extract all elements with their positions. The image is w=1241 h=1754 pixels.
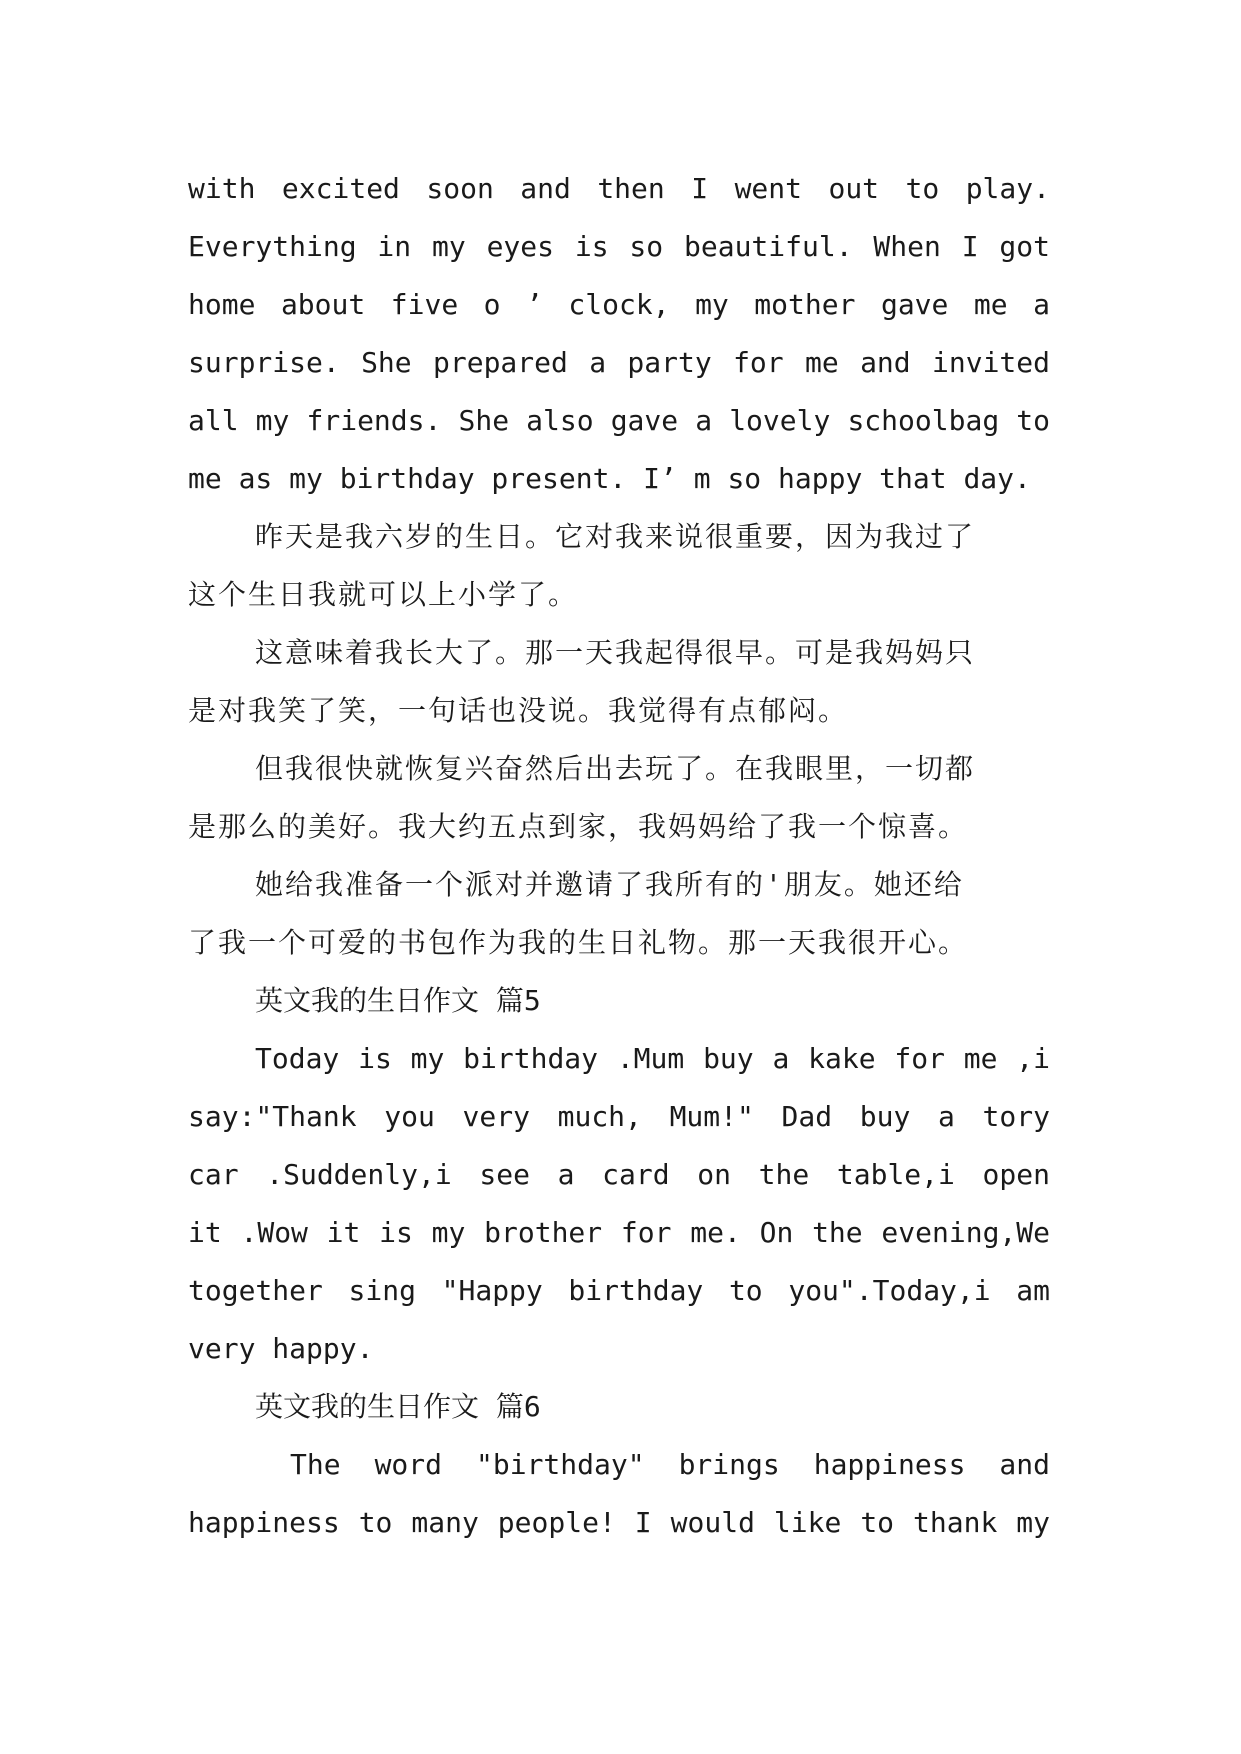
chinese-text-line: 是对我笑了笑，一句话也没说。我觉得有点郁闷。 [188, 694, 849, 727]
text-line: car .Suddenly,i see a card on the table,i open [188, 1158, 1050, 1191]
section-heading: 英文我的生日作文 篇5 [255, 984, 541, 1017]
text-line: with excited soon and then I went out to play. [188, 172, 1050, 205]
chinese-text-line: 这意味着我长大了。那一天我起得很早。可是我妈妈只 [255, 636, 976, 669]
text-line: happiness to many people! I would like to thank my [188, 1506, 1050, 1539]
chinese-text-line: 是那么的美好。我大约五点到家，我妈妈给了我一个惊喜。 [188, 810, 969, 843]
text-line: say:"Thank you very much, Mum!" Dad buy a tory [188, 1100, 1050, 1133]
text-line: together sing "Happy birthday to you".Today,i am [188, 1274, 1050, 1307]
text-line: Everything in my eyes is so beautiful. When I got [188, 230, 1050, 263]
chinese-text-line: 了我一个可爱的书包作为我的生日礼物。那一天我很开心。 [188, 926, 969, 959]
text-line: Today is my birthday .Mum buy a kake for me ,i [255, 1042, 1050, 1075]
text-line: it .Wow it is my brother for me. On the evening,We [188, 1216, 1050, 1249]
chinese-text-line: 昨天是我六岁的生日。它对我来说很重要，因为我过了 [255, 520, 976, 553]
section-heading: 英文我的生日作文 篇6 [255, 1390, 541, 1423]
text-line: The word "birthday" brings happiness and [290, 1448, 1050, 1481]
chinese-text-line: 这个生日我就可以上小学了。 [188, 578, 579, 611]
text-line: very happy. [188, 1332, 374, 1365]
chinese-text-line: 但我很快就恢复兴奋然后出去玩了。在我眼里，一切都 [255, 752, 976, 785]
chinese-text-line: 她给我准备一个派对并邀请了我所有的'朋友。她还给 [255, 868, 964, 901]
text-line: me as my birthday present. I’ m so happy that day. [188, 462, 1031, 495]
text-line: all my friends. She also gave a lovely schoolbag to [188, 404, 1050, 437]
text-line: home about five o ’ clock, my mother gave me a [188, 288, 1050, 321]
document-body [188, 160, 1050, 1552]
text-line: surprise. She prepared a party for me and invited [188, 346, 1050, 379]
